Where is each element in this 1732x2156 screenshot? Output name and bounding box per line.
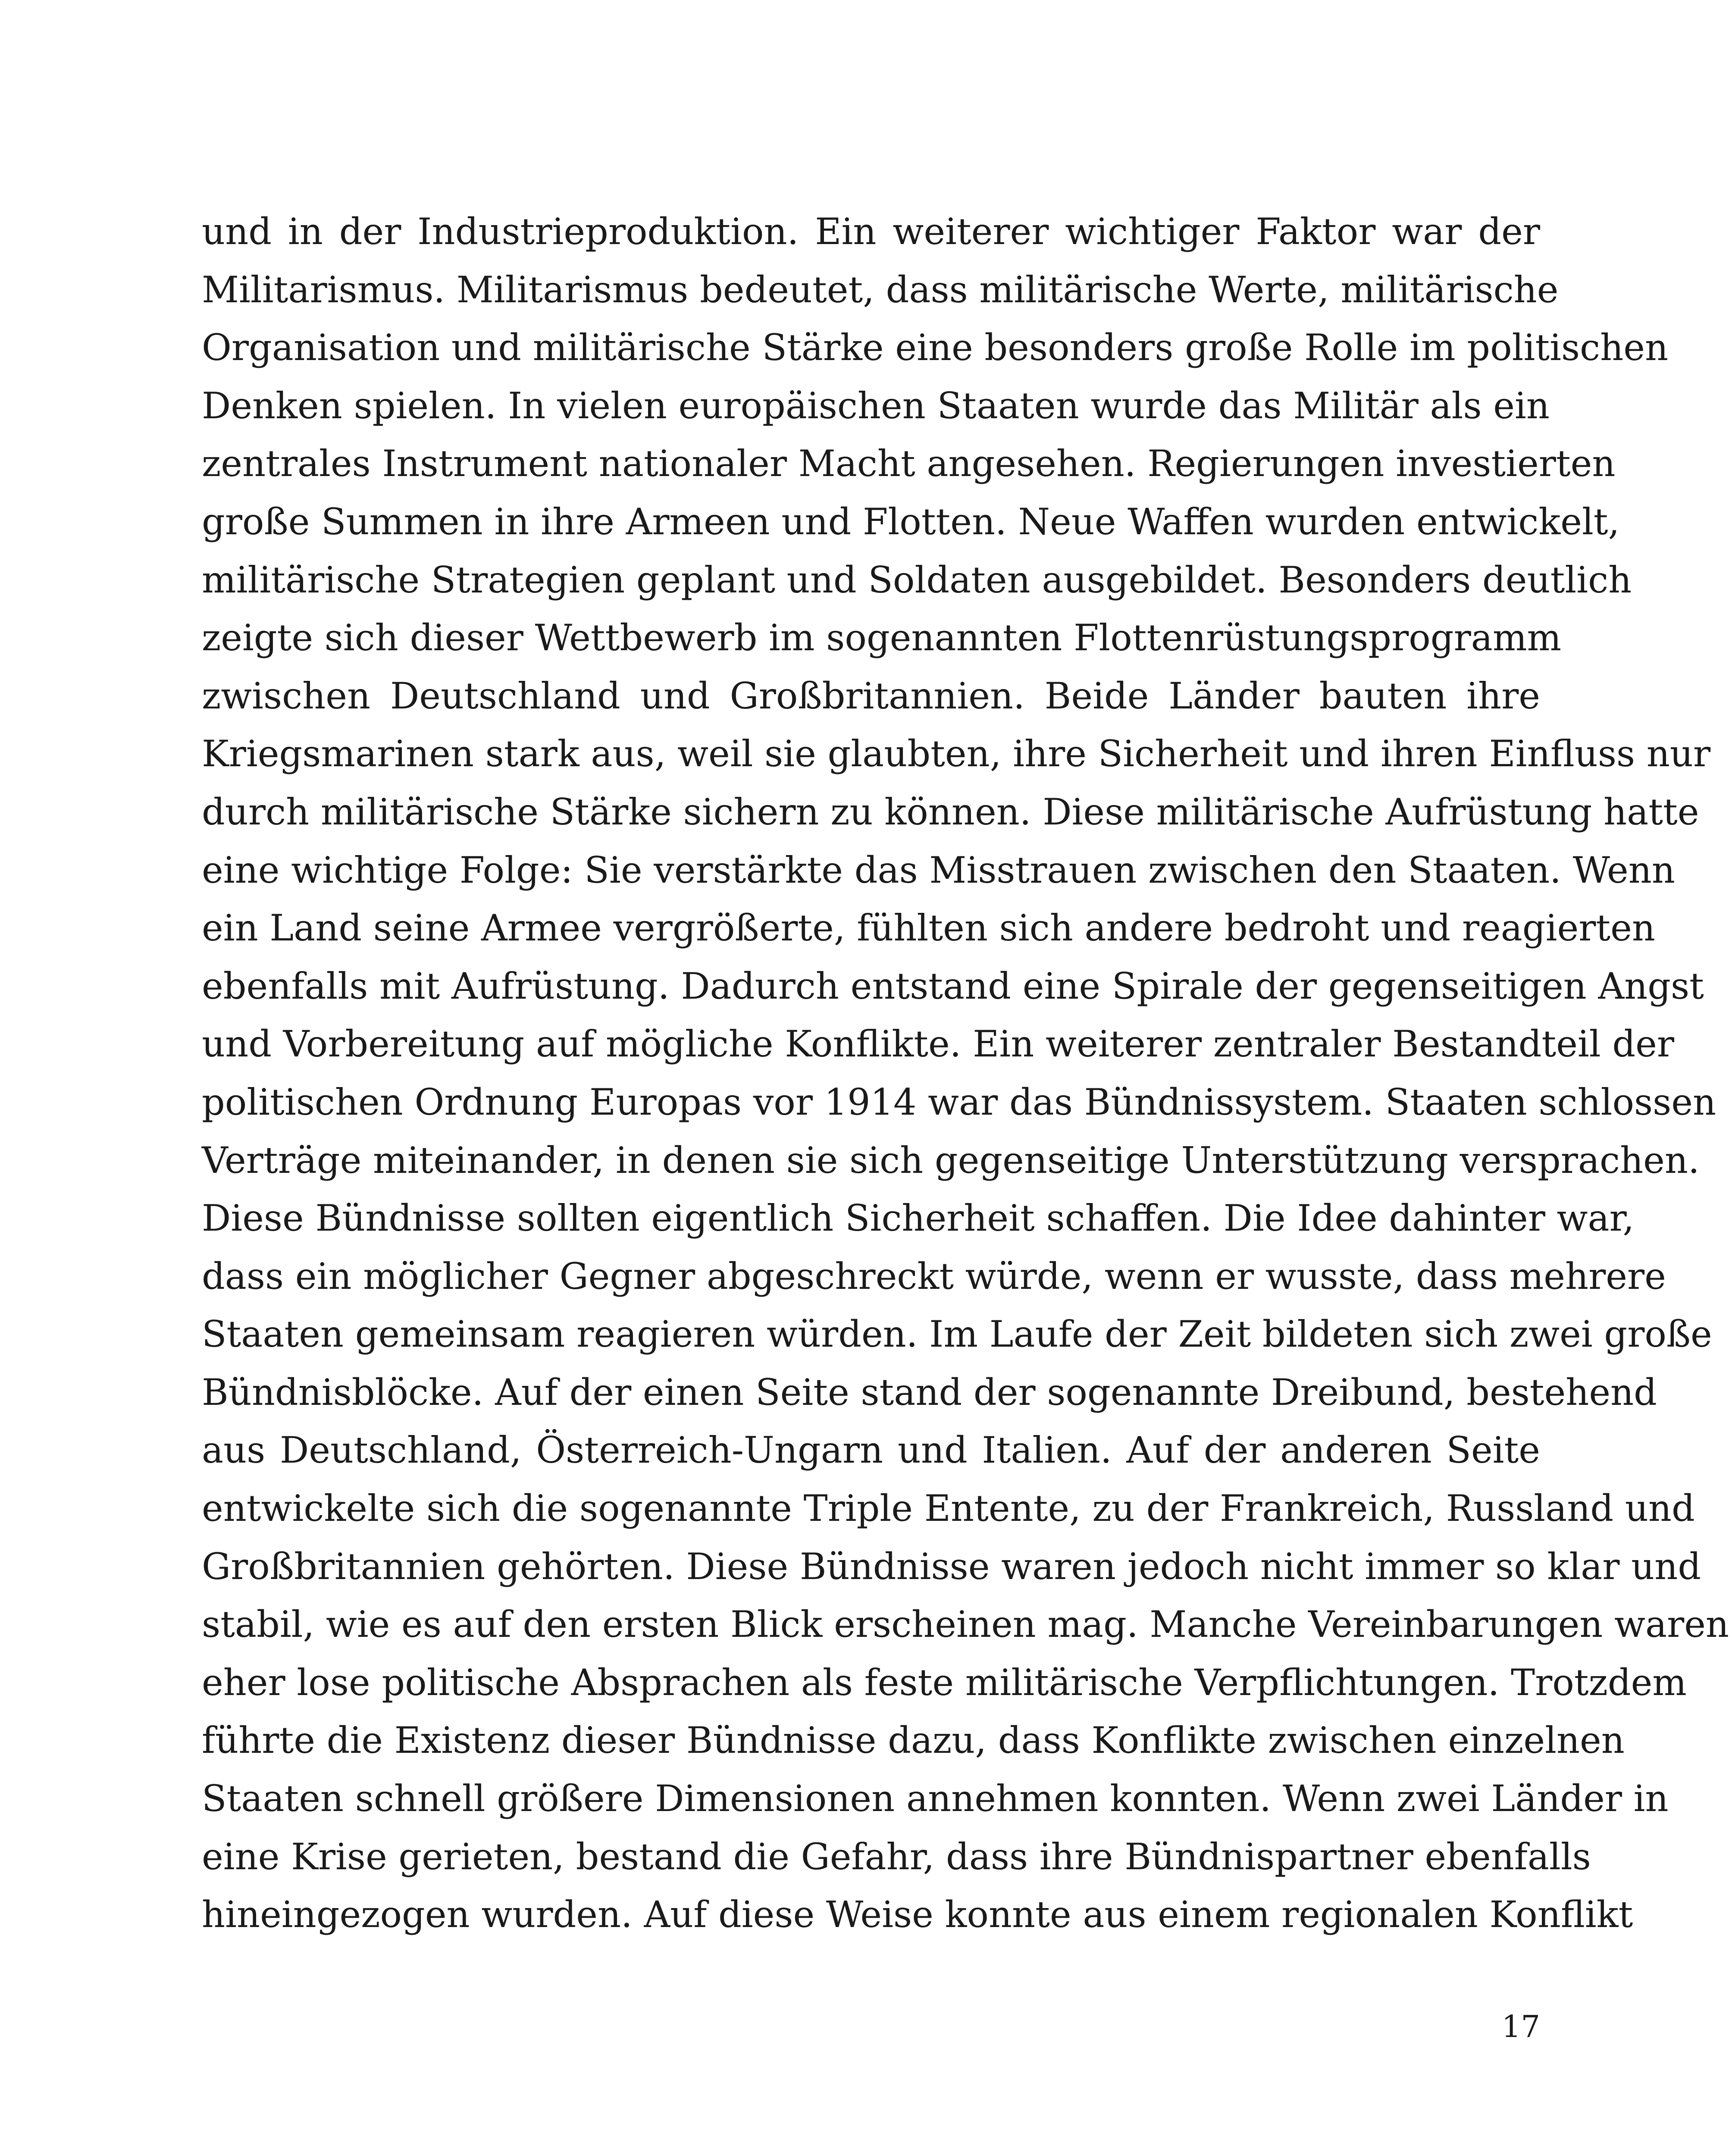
text-line: und in der Industrieproduktion. Ein weiterer wichtiger Faktor war der — [202, 210, 1540, 253]
text-line: Staaten gemeinsam reagieren würden. Im Laufe der Zeit bildeten sich zwei große — [202, 1313, 1712, 1356]
text-line: Bündnisblöcke. Auf der einen Seite stand der sogenannte Dreibund, bestehend — [202, 1371, 1657, 1413]
text-line: zentrales Instrument nationaler Macht angesehen. Regierungen investierten — [202, 442, 1616, 485]
body-text — [202, 203, 1729, 1944]
text-line: zeigte sich dieser Wettbewerb im sogenannten Flottenrüstungsprogramm — [202, 617, 1562, 659]
text-line: entwickelte sich die sogenannte Triple Entente, zu der Frankreich, Russland und — [202, 1487, 1695, 1530]
text-line: führte die Existenz dieser Bündnisse dazu, dass Konflikte zwischen einzelnen — [202, 1719, 1625, 1762]
text-line: Denken spielen. In vielen europäischen Staaten wurde das Militär als ein — [202, 384, 1550, 427]
text-line: stabil, wie es auf den ersten Blick erscheinen mag. Manche Vereinbarungen waren — [202, 1603, 1729, 1646]
text-line: politischen Ordnung Europas vor 1914 war das Bündnissystem. Staaten schlossen — [202, 1081, 1716, 1123]
text-line: große Summen in ihre Armeen und Flotten. Neue Waffen wurden entwickelt, — [202, 500, 1620, 543]
text-line: ein Land seine Armee vergrößerte, fühlten sich andere bedroht und reagierten — [202, 907, 1655, 950]
text-line: eher lose politische Absprachen als feste militärische Verpflichtungen. Trotzdem — [202, 1661, 1687, 1704]
text-line: zwischen Deutschland und Großbritannien. Beide Länder bauten ihre — [202, 674, 1540, 717]
text-line: aus Deutschland, Österreich-Ungarn und Italien. Auf der anderen Seite — [202, 1429, 1540, 1472]
text-line: hineingezogen wurden. Auf diese Weise konnte aus einem regionalen Konflikt — [202, 1893, 1633, 1936]
text-line: eine Krise gerieten, bestand die Gefahr, dass ihre Bündnispartner ebenfalls — [202, 1835, 1591, 1878]
text-line: und Vorbereitung auf mögliche Konflikte. Ein weiterer zentraler Bestandteil der — [202, 1023, 1675, 1065]
text-line: durch militärische Stärke sichern zu können. Diese militärische Aufrüstung hatte — [202, 790, 1699, 833]
text-line: dass ein möglicher Gegner abgeschreckt würde, wenn er wusste, dass mehrere — [202, 1255, 1666, 1297]
text-line: Großbritannien gehörten. Diese Bündnisse waren jedoch nicht immer so klar und — [202, 1545, 1701, 1588]
text-line: Militarismus. Militarismus bedeutet, dass militärische Werte, militärische — [202, 268, 1559, 311]
text-line: Organisation und militärische Stärke eine besonders große Rolle im politischen — [202, 326, 1669, 369]
page-number: 17 — [1501, 2009, 1540, 2044]
text-line: Staaten schnell größere Dimensionen annehmen konnten. Wenn zwei Länder in — [202, 1777, 1669, 1820]
text-line: eine wichtige Folge: Sie verstärkte das Misstrauen zwischen den Staaten. Wenn — [202, 849, 1675, 891]
text-line: militärische Strategien geplant und Soldaten ausgebildet. Besonders deutlich — [202, 558, 1632, 601]
text-line: ebenfalls mit Aufrüstung. Dadurch entstand eine Spirale der gegenseitigen Angst — [202, 965, 1704, 1007]
text-line: Diese Bündnisse sollten eigentlich Sicherheit schaffen. Die Idee dahinter war, — [202, 1197, 1635, 1240]
text-line: Kriegsmarinen stark aus, weil sie glaubten, ihre Sicherheit und ihren Einfluss nur — [202, 733, 1711, 775]
text-line: Verträge miteinander, in denen sie sich gegenseitige Unterstützung versprachen. — [202, 1139, 1700, 1181]
